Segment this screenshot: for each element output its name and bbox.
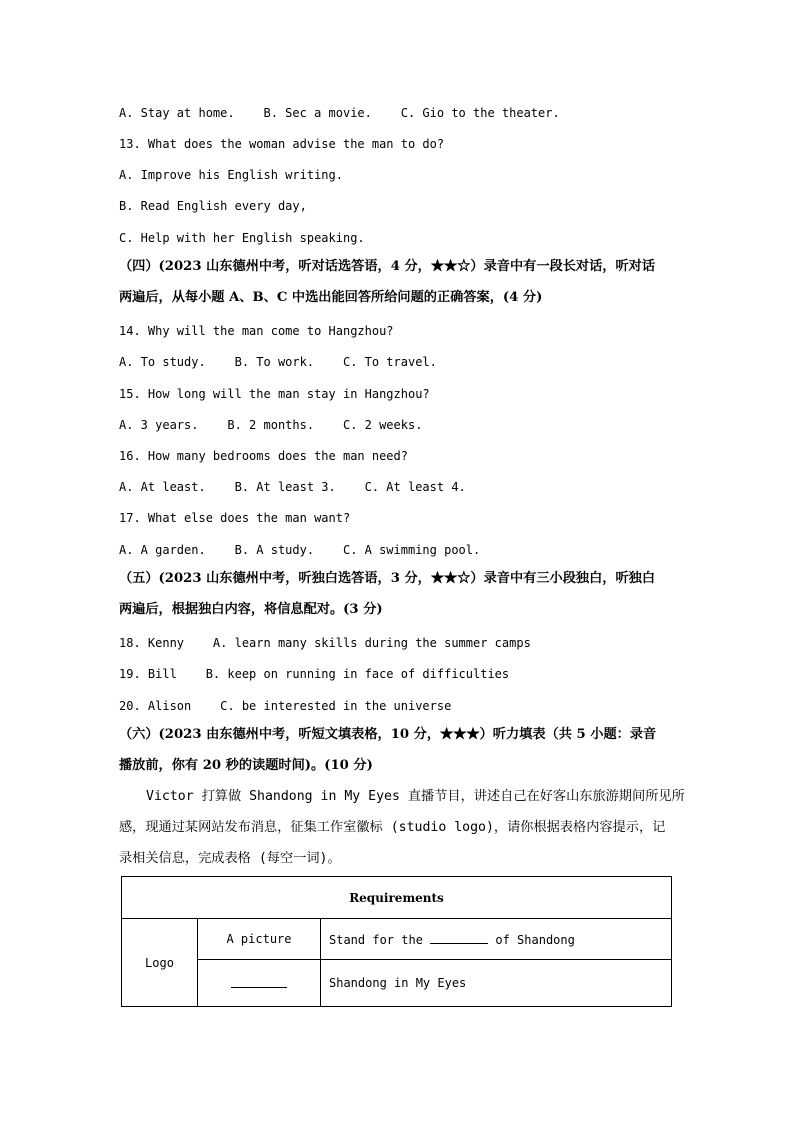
stand-for-cell xyxy=(321,919,672,960)
logo-label: Logo xyxy=(122,919,198,1007)
text-line: A. Stay at home. B. Sec a movie. C. Gio to the theater. xyxy=(119,106,560,120)
answer-blank-1[interactable] xyxy=(430,932,488,944)
blank-cell[interactable] xyxy=(198,960,321,1007)
options-14: A. To study. B. To work. C. To travel. xyxy=(119,355,437,369)
requirements-table xyxy=(121,876,672,1007)
section-5-heading-cont: 两遍后，根据独白内容，将信息配对。(3 分) xyxy=(119,602,383,617)
section-6-heading-cont: 播放前，你有 20 秒的读题时间)。(10 分) xyxy=(119,758,373,773)
section-4-heading: （四）(2023 山东德州中考，听对话选答语，4 分，★★☆）录音中有一段长对话，听对话 xyxy=(119,259,656,274)
passage-line-2: 感，现通过某网站发布消息，征集工作室徽标 (studio logo)，请你根据表格内容提示，记 xyxy=(119,820,666,835)
section-4-heading-cont: 两遍后，从每小题 A、B、C 中选出能回答所给问题的正确答案，(4 分) xyxy=(119,290,543,305)
question-14: 14. Why will the man come to Hangzhou? xyxy=(119,324,394,338)
match-19: 19. Bill B. keep on running in face of difficulties xyxy=(119,667,510,681)
option-b: B. Read English every day, xyxy=(119,199,307,213)
options-16: A. At least. B. At least 3. C. At least 4. xyxy=(119,480,466,494)
option-c: C. Help with her English speaking. xyxy=(119,231,365,245)
section-6-heading: （六）(2023 由东德州中考，听短文填表格，10 分，★★★）听力填表（共 5 小题：录音 xyxy=(119,727,657,742)
passage-line-1: Victor 打算做 Shandong in My Eyes 直播节目，讲述自己在好客山东旅游期间所见所 xyxy=(146,789,685,804)
picture-cell: A picture xyxy=(198,919,321,960)
passage-line-3: 录相关信息，完成表格 (每空一词)。 xyxy=(119,851,341,866)
match-18: 18. Kenny A. learn many skills during the summer camps xyxy=(119,636,531,650)
options-17: A. A garden. B. A study. C. A swimming pool. xyxy=(119,543,481,557)
question-15: 15. How long will the man stay in Hangzhou? xyxy=(119,387,430,401)
table-header: Requirements xyxy=(122,877,672,919)
answer-blank-2[interactable] xyxy=(231,976,287,988)
question-16: 16. How many bedrooms does the man need? xyxy=(119,449,408,463)
match-20: 20. Alison C. be interested in the universe xyxy=(119,699,452,713)
options-15: A. 3 years. B. 2 months. C. 2 weeks. xyxy=(119,418,423,432)
of-shandong-text: of Shandong xyxy=(488,932,575,947)
stand-for-text: Stand for the xyxy=(329,932,431,947)
question-17: 17. What else does the man want? xyxy=(119,511,351,525)
question-13: 13. What does the woman advise the man to do? xyxy=(119,137,445,151)
title-cell: Shandong in My Eyes xyxy=(321,960,672,1007)
option-a: A. Improve his English writing. xyxy=(119,168,343,182)
section-5-heading: （五）(2023 山东德州中考，听独白选答语，3 分，★★☆）录音中有三小段独白，听独白 xyxy=(119,571,656,586)
